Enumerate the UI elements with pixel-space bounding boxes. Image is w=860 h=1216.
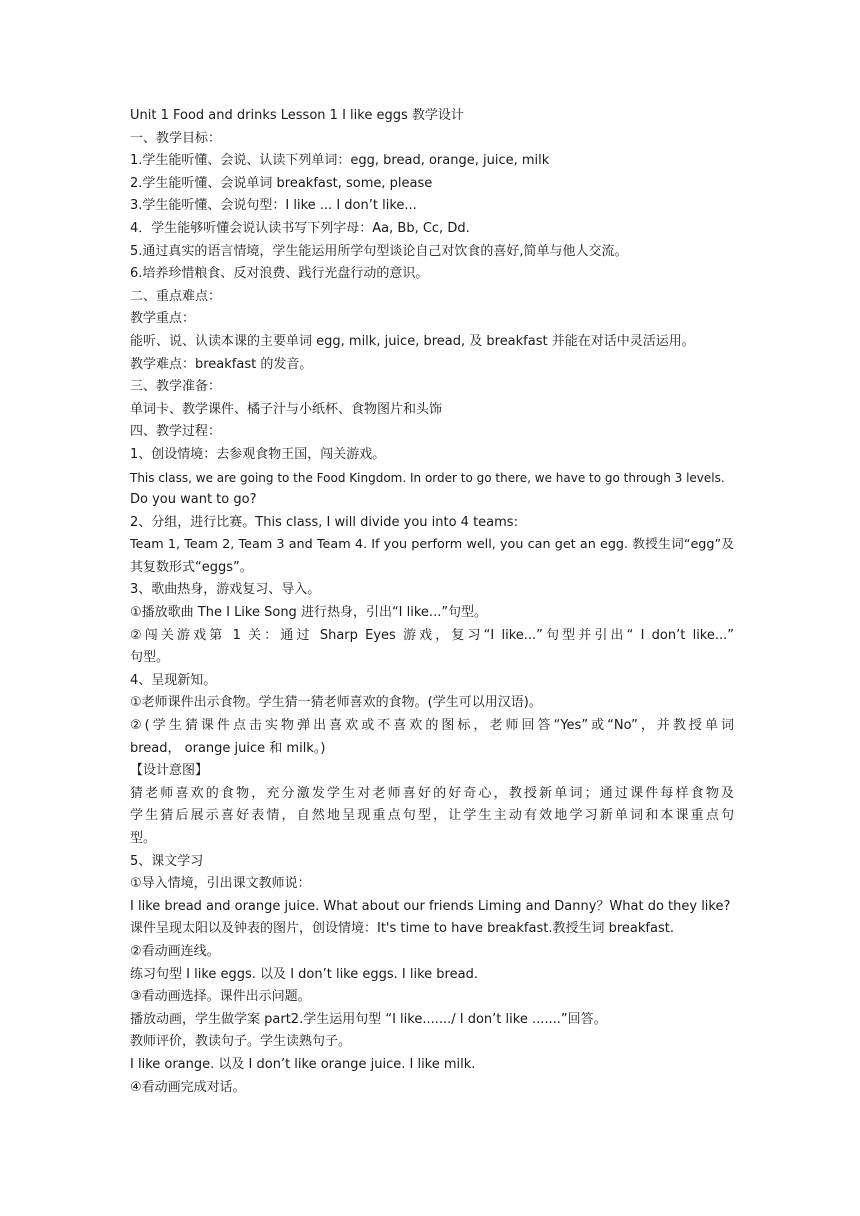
text-line: 6.培养珍惜粮食、反对浪费、践行光盘行动的意识。 [130, 266, 429, 282]
text-line: 四、教学过程： [130, 424, 222, 440]
text-line: 4、呈现新知。 [130, 672, 217, 688]
text-line: 4．学生能够听懂会说认读书写下列字母：Aa, Bb, Cc, Dd. [130, 220, 470, 236]
text-line: 单词卡、教学课件、橘子汁与小纸杯、食物图片和头饰 [130, 401, 443, 417]
text-line: bread， orange juice 和 milk。) [130, 740, 326, 756]
text-line: 三、教学准备： [130, 379, 222, 395]
document-title: Unit 1 Food and drinks Lesson 1 I like eggs 教学设计 [130, 108, 464, 123]
text-line: Do you want to go? [130, 492, 257, 508]
text-line: 【设计意图】 [130, 763, 209, 779]
text-line: I like orange. 以及 I don’t like orange juice. I like milk. [130, 1056, 476, 1072]
text-line: 一、教学目标： [130, 130, 222, 146]
text-line: 3.学生能听懂、会说句型：I like ... I don’t like... [130, 198, 417, 214]
text-line: 其复数形式“eggs”。 [130, 559, 253, 575]
text-line: ①导入情境，引出课文教师说： [130, 876, 311, 892]
text-line: 1.学生能听懂、会说、认读下列单词：egg, bread, orange, juice, milk [130, 153, 550, 169]
text-line: ①播放歌曲 The I Like Song 进行热身，引出“I like...”句型。 [130, 605, 488, 621]
text-line: 5、课文学习 [130, 853, 204, 869]
text-line: 型。 [130, 831, 157, 846]
text-line: 学生猜后展示喜好表情，自然地呈现重点句型，让学生主动有效地学习新单词和本课重点句 [130, 808, 734, 824]
text-line: 教学难点：breakfast 的发音。 [130, 356, 313, 372]
text-line: 5.通过真实的语言情境，学生能运用所学句型谈论自己对饮食的喜好,简单与他人交流。 [130, 243, 628, 259]
text-line: 1、创设情境：去参观食物王国，闯关游戏。 [130, 446, 386, 462]
text-line: 2、分组，进行比赛。This class, I will divide you into 4 teams: [130, 514, 518, 530]
document-lines [130, 128, 734, 1100]
text-line: ④看动画完成对话。 [130, 1079, 246, 1095]
text-line: ②(学生猜课件点击实物弹出喜欢或不喜欢的图标，老师回答“Yes”或“No”，并教授单词 [130, 718, 734, 734]
text-line: 课件呈现太阳以及钟表的图片，创设情境：It's time to have breakfast.教授生词 breakfast. [130, 921, 674, 937]
text-line: 练习句型 I like eggs. 以及 I don’t like eggs. I like bread. [130, 966, 478, 982]
text-line: I like bread and orange juice. What about our friends Liming and Danny？What do they like? [130, 898, 731, 914]
text-line: 能听、说、认读本课的主要单词 egg, milk, juice, bread, 及 breakfast 并能在对话中灵活运用。 [130, 333, 695, 349]
text-line: 猜老师喜欢的食物，充分激发学生对老师喜好的好奇心，教授新单词；通过课件每样食物及 [130, 785, 734, 801]
text-line: ③看动画选择。课件出示问题。 [130, 989, 311, 1005]
text-line: 教学重点： [130, 311, 196, 327]
document-body [130, 105, 734, 1099]
text-line: ①老师课件出示食物。学生猜一猜老师喜欢的食物。(学生可以用汉语)。 [130, 695, 542, 711]
text-line: ②看动画连线。 [130, 943, 220, 959]
text-line: 播放动画，学生做学案 part2.学生运用句型 “I like......./ I don’t like .......”回答。 [130, 1011, 607, 1027]
text-line: ②闯关游戏第 1 关：通过 Sharp Eyes 游戏，复习“I like...”句型并引出“ I don’t like...” [130, 627, 734, 643]
text-line: Team 1, Team 2, Team 3 and Team 4. If you perform well, you can get an egg. 教授生词“egg”及 [130, 537, 734, 553]
text-line: This class, we are going to the Food Kingdom. In order to go there, we have to go through 3 levels. [130, 470, 725, 485]
text-line: 二、重点难点： [130, 288, 222, 304]
text-line: 2.学生能听懂、会说单词 breakfast, some, please [130, 175, 433, 191]
text-line: 句型。 [130, 650, 170, 666]
text-line: 3、歌曲热身，游戏复习、导入。 [130, 582, 321, 598]
text-line: 教师评价，教读句子。学生读熟句子。 [130, 1034, 352, 1050]
